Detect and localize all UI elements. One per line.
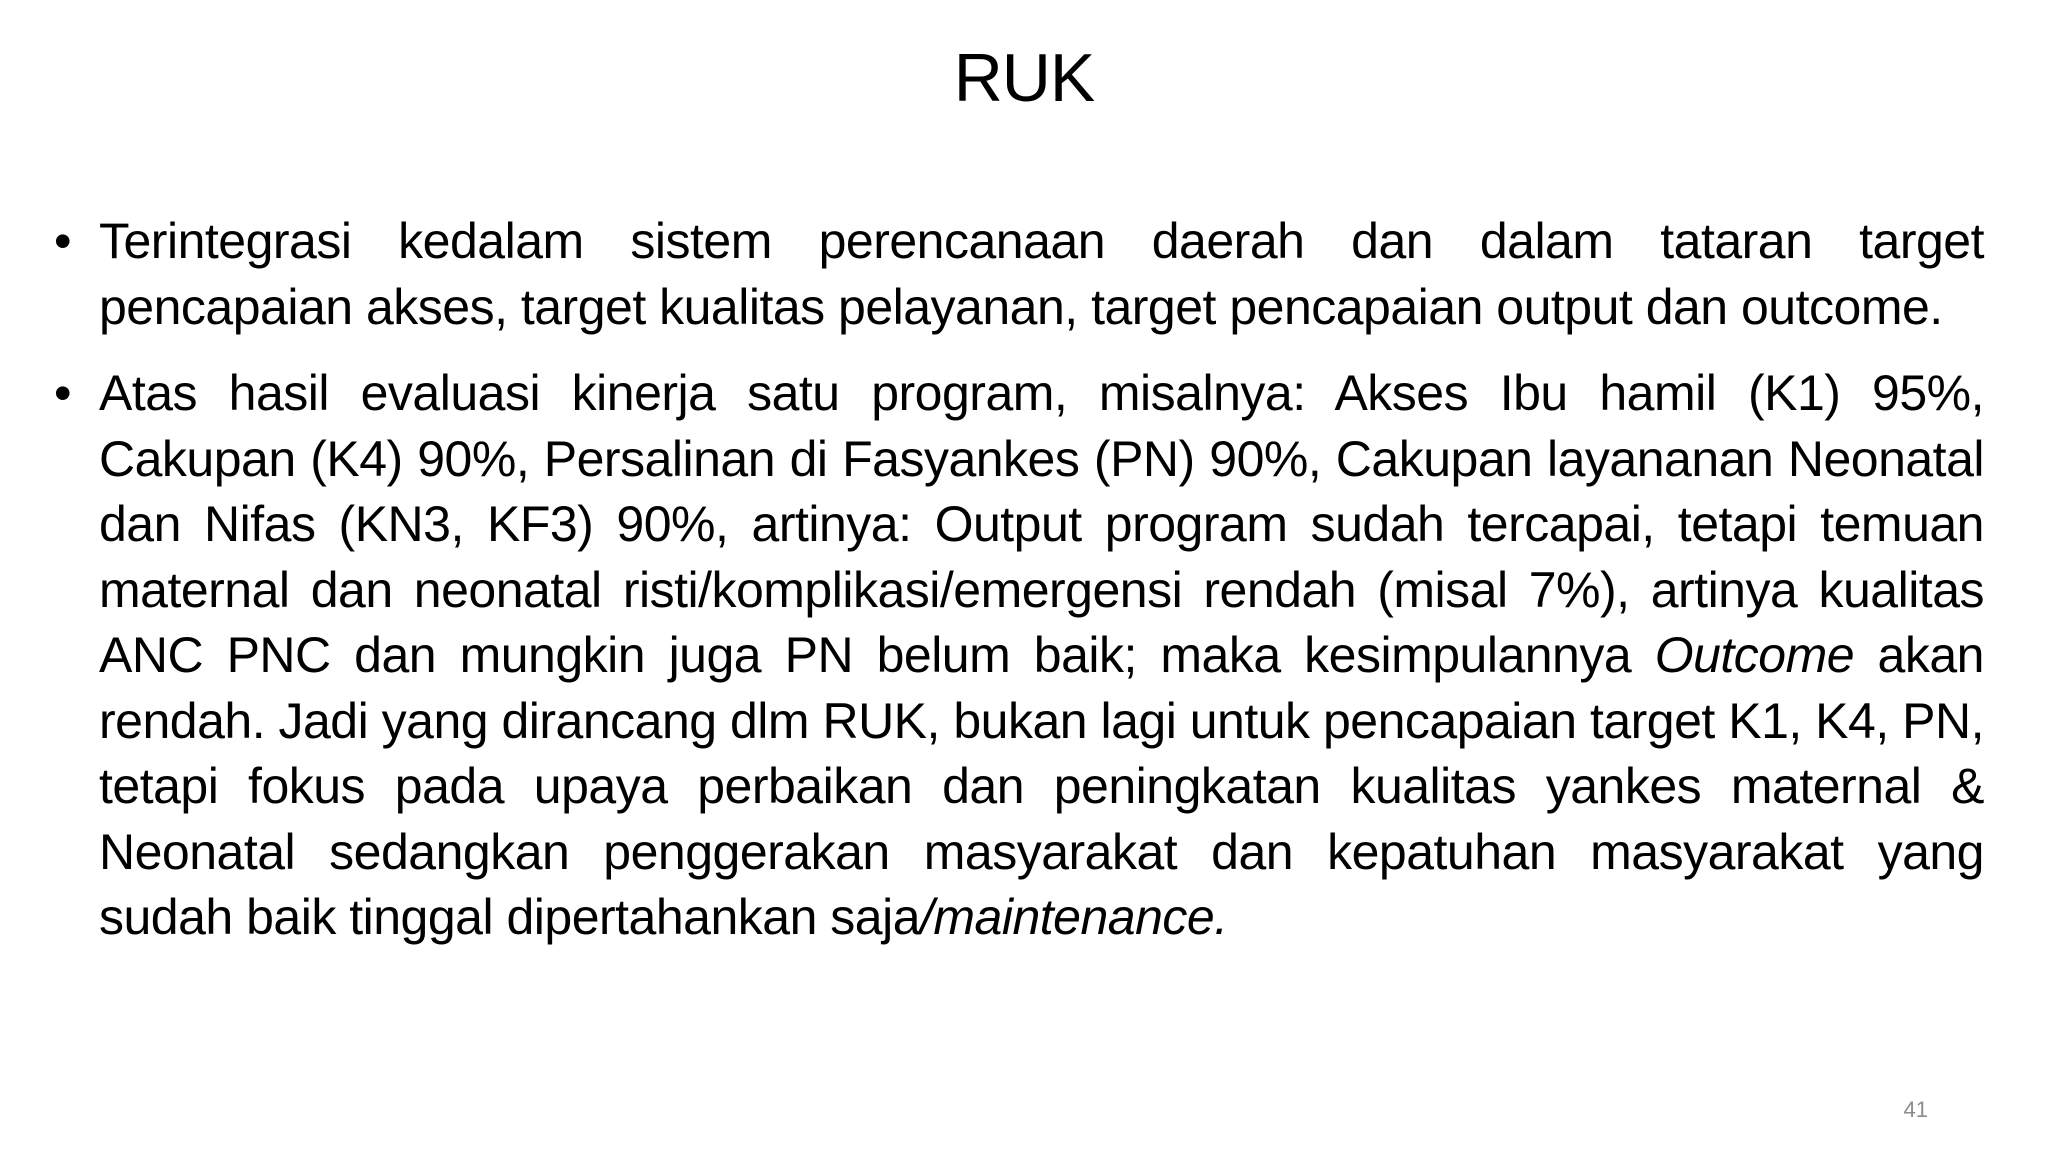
- bullet-item-2: [54, 361, 1984, 951]
- bullet-icon: •: [54, 213, 72, 269]
- bullet-icon: •: [54, 365, 72, 421]
- italic-term-outcome: Outcome: [1654, 627, 1855, 683]
- bullet-list: [54, 209, 1984, 951]
- bullet-text: [99, 361, 1984, 951]
- bullet-text: Terintegrasi kedalam sistem perencanaan daerah dan dalam tataran target pencapaian akses, target kualitas pelayanan, target pencapaian output dan outcome.: [99, 213, 1984, 335]
- italic-term-maintenance: /maintenance.: [920, 889, 1228, 945]
- page-number: 41: [1903, 1097, 1928, 1122]
- bullet-item-1: [54, 209, 1984, 340]
- bullet-text-part: akan rendah. Jadi yang dirancang dlm RUK, bukan lagi untuk pencapaian target K1, K4, PN, tetapi fokus pada upaya perbaikan dan peningkatan kualitas yankes maternal & Neonatal sedangkan penggerakan masyarakat dan kepatuhan masyarakat yang sudah baik tinggal dipertahankan saja: [99, 627, 1984, 945]
- bullet-text-part: Atas hasil evaluasi kinerja satu program, misalnya: Akses Ibu hamil (K1) 95%, Cakupan (K4) 90%, Persalinan di Fasyankes (PN) 90%, Cakupan layananan Neonatal dan Nifas (KN3, KF3) 90%, artinya: Output program sudah tercapai, tetapi temuan maternal dan neonatal risti/komplikasi/emergensi rendah (misal 7%), artinya kualitas ANC PNC dan mungkin juga PN belum baik; maka kesimpulannya: [99, 365, 1984, 683]
- slide-title: RUK: [953, 40, 1095, 116]
